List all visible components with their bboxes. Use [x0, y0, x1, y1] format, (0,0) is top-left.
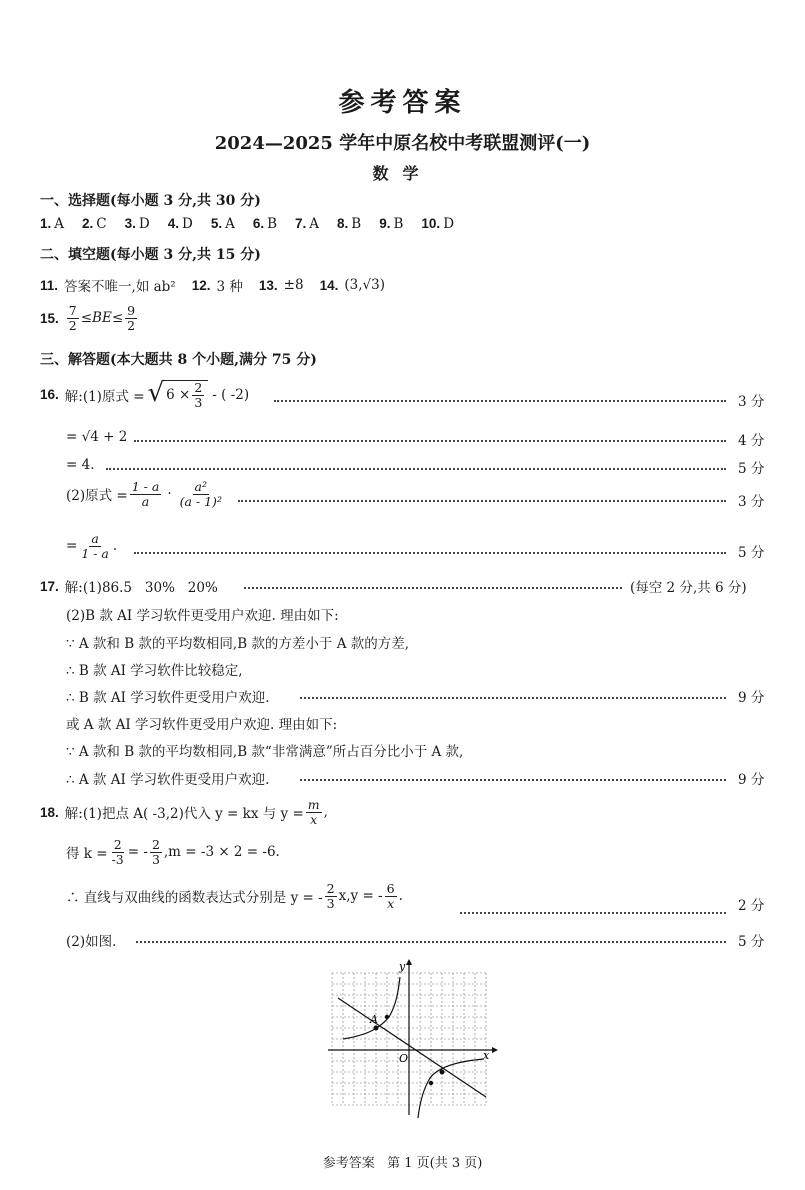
q18-l3-mid: x,y = -	[338, 888, 383, 905]
linear-function-line	[338, 998, 486, 1097]
q18-l3-prefix: ∴ 直线与双曲线的函数表达式分别是 y = -	[66, 890, 323, 907]
q18-line-2	[66, 838, 280, 867]
q11-number: 11.	[40, 277, 59, 293]
dot-leader	[274, 400, 726, 402]
choice-answer-4	[168, 216, 193, 232]
q13-number: 13.	[258, 277, 278, 293]
choice-letter: A	[54, 216, 65, 232]
q18-l2-prefix: 得 k =	[66, 846, 108, 863]
q18-l3-suffix: .	[398, 888, 403, 905]
q18-l3-fraction-1: $\frac{2}{3}$	[326, 881, 335, 911]
fill-answers-row	[40, 275, 385, 295]
q16-line-4	[66, 480, 226, 509]
y-axis-arrow	[406, 959, 412, 965]
q15-inequality: ≤BE≤	[80, 310, 124, 327]
q18-line-4: (2)如图.	[66, 934, 117, 950]
q17-l1-score: (每空 2 分,共 6 分)	[630, 580, 747, 596]
point-marker	[385, 1015, 389, 1019]
q18-l3-score: 2 分	[738, 898, 765, 914]
choice-answer-3	[125, 216, 150, 232]
point-a-marker	[374, 1026, 379, 1031]
choice-letter: B	[393, 216, 404, 232]
q18-l2-mid: = -	[127, 844, 148, 861]
choice-number: 7.	[295, 216, 307, 231]
q15-right-fraction: $\frac{9}{2}$	[127, 303, 136, 333]
x-axis-arrow	[492, 1047, 498, 1053]
q18-l3-fraction-2: $\frac{6}{x}$	[386, 881, 395, 911]
q16-l4-dot: ·	[167, 486, 172, 503]
choice-letter: D	[443, 216, 455, 232]
choice-answer-8	[337, 216, 361, 232]
q16-l1-score: 3 分	[738, 394, 765, 410]
q17-number: 17.	[40, 578, 59, 594]
choice-letter: A	[225, 216, 235, 232]
choice-number: 3.	[124, 216, 136, 231]
dot-leader	[300, 697, 726, 699]
q11-answer: 答案不唯一,如 ab²	[64, 279, 176, 295]
q16-l5-fraction: $\frac{a}{1 - a}$	[81, 531, 109, 561]
choice-answer-6	[253, 216, 277, 232]
q17-line-1	[40, 576, 218, 596]
q15-left-fraction: $\frac{7}{2}$	[68, 303, 77, 333]
q18-l1-text: 解:(1)把点 A( -3,2)代入 y = kx 与 y =	[64, 806, 304, 823]
q16-l4-prefix: (2)原式 =	[66, 488, 128, 505]
q17-l1-text: 解:(1)86.5 30% 20%	[64, 580, 218, 596]
choice-answer-1	[40, 216, 64, 232]
q16-line-3: = 4.	[66, 457, 95, 473]
q16-l2-score: 4 分	[738, 433, 765, 449]
choice-number: 10.	[421, 216, 441, 231]
section-3-heading: 三、解答题(本大题共 8 个小题,满分 75 分)	[40, 352, 317, 368]
choice-answer-5	[211, 216, 235, 232]
q15-row	[40, 304, 139, 333]
q17-line-8: ∴ A 款 AI 学习软件更受用户欢迎.	[66, 772, 270, 788]
q16-number: 16.	[40, 387, 59, 403]
q17-line-5: ∴ B 款 AI 学习软件更受用户欢迎.	[66, 690, 270, 706]
q17-line-2: (2)B 款 AI 学习软件更受用户欢迎. 理由如下:	[66, 608, 339, 624]
dot-leader	[134, 440, 726, 442]
choice-answers-row	[40, 216, 472, 232]
point-marker	[429, 1081, 433, 1085]
hyperbola-branch-upper-left	[343, 977, 400, 1039]
choice-letter: D	[138, 216, 150, 232]
choice-letter: A	[309, 216, 320, 232]
choice-letter: C	[96, 216, 107, 232]
choice-number: 1.	[40, 216, 52, 231]
q16-l4-fraction-1: $\frac{1 - a}{a}$	[131, 479, 160, 509]
origin-label: O	[399, 1052, 409, 1065]
q18-line-3	[66, 882, 403, 911]
function-graph	[320, 955, 500, 1125]
q16-l5-prefix: =	[66, 538, 78, 555]
q16-l3-score: 5 分	[738, 461, 765, 477]
point-a-label: A	[370, 1013, 378, 1026]
choice-number: 9.	[379, 216, 391, 231]
q16-l5-score: 5 分	[738, 545, 765, 561]
choice-answer-10	[421, 216, 454, 232]
q14-answer: (3,√3)	[344, 277, 385, 293]
q16-l1-suffix: - ( -2)	[212, 386, 250, 403]
q16-l1-fraction: $\frac{2}{3}$	[194, 380, 203, 410]
q18-line-1	[40, 798, 328, 827]
choice-number: 8.	[337, 216, 349, 231]
q17-line-7: ∵ A 款和 B 款的平均数相同,B 款“非常满意”所占百分比小于 A 款,	[66, 744, 464, 760]
q18-l1-fraction: $\frac{m}{x}$	[307, 797, 320, 827]
q12-answer: 3 种	[216, 279, 243, 295]
q16-sqrt: √ 6 × $\frac{2}{3}$	[148, 380, 209, 410]
exam-subtitle: 2024—2025 学年中原名校中考联盟测评(一)	[214, 133, 591, 154]
dot-leader	[238, 500, 726, 502]
x-axis-label: x	[483, 1049, 490, 1062]
choice-number: 5.	[210, 216, 223, 231]
dot-leader	[300, 779, 726, 781]
choice-answer-7	[295, 216, 319, 232]
choice-answer-9	[379, 216, 403, 232]
dot-leader	[244, 587, 622, 589]
choice-number: 6.	[252, 216, 265, 231]
choice-letter: B	[351, 216, 362, 232]
q16-line-1	[40, 380, 249, 410]
point-marker	[440, 1070, 445, 1075]
choice-letter: B	[267, 216, 278, 232]
q18-l1-suffix: ,	[323, 804, 328, 821]
q16-l5-suffix: .	[112, 538, 118, 555]
q17-line-3: ∵ A 款和 B 款的平均数相同,B 款的方差小于 A 款的方差,	[66, 636, 410, 652]
subject-label: 数学	[372, 164, 433, 183]
q16-l1-prefix: 解:(1)原式 =	[64, 388, 145, 405]
y-axis-label: y	[399, 960, 406, 973]
q18-l2-suffix: ,m = -3 × 2 = -6.	[163, 844, 280, 861]
q18-l4-score: 5 分	[738, 934, 765, 950]
q17-l5-score: 9 分	[738, 690, 765, 706]
choice-number: 4.	[167, 216, 179, 231]
q17-line-4: ∴ B 款 AI 学习软件比较稳定,	[66, 663, 243, 679]
q16-l4-score: 3 分	[738, 494, 765, 510]
choice-number: 2.	[82, 216, 94, 231]
dot-leader	[460, 912, 726, 914]
section-2-heading: 二、填空题(每小题 3 分,共 15 分)	[40, 247, 261, 263]
choice-answer-2	[82, 216, 107, 232]
dot-leader	[106, 468, 726, 470]
q18-l2-fraction-1: $\frac{2}{-3}$	[111, 837, 124, 867]
dot-leader	[134, 552, 726, 554]
q16-l4-fraction-2: $\frac{\text{a²}}{\text{(a - 1)²}}$	[179, 479, 222, 509]
q16-radicand: 6 ×	[166, 387, 191, 404]
choice-letter: D	[181, 216, 193, 232]
q18-number: 18.	[40, 804, 59, 820]
q18-l2-fraction-2: $\frac{2}{3}$	[151, 837, 160, 867]
q12-number: 12.	[191, 277, 211, 293]
q14-number: 14.	[319, 277, 339, 293]
page-footer: 参考答案 第 1 页(共 3 页)	[322, 1156, 483, 1171]
q15-number: 15.	[40, 310, 59, 326]
page-title: 参考答案	[338, 88, 467, 118]
section-1-heading: 一、选择题(每小题 3 分,共 30 分)	[40, 193, 261, 209]
q13-answer: ±8	[283, 277, 304, 293]
q17-l8-score: 9 分	[738, 772, 765, 788]
q16-line-2: = √4 + 2	[66, 429, 128, 445]
q17-line-6: 或 A 款 AI 学习软件更受用户欢迎. 理由如下:	[66, 717, 338, 733]
q16-line-5	[66, 532, 117, 561]
dot-leader	[136, 941, 726, 943]
